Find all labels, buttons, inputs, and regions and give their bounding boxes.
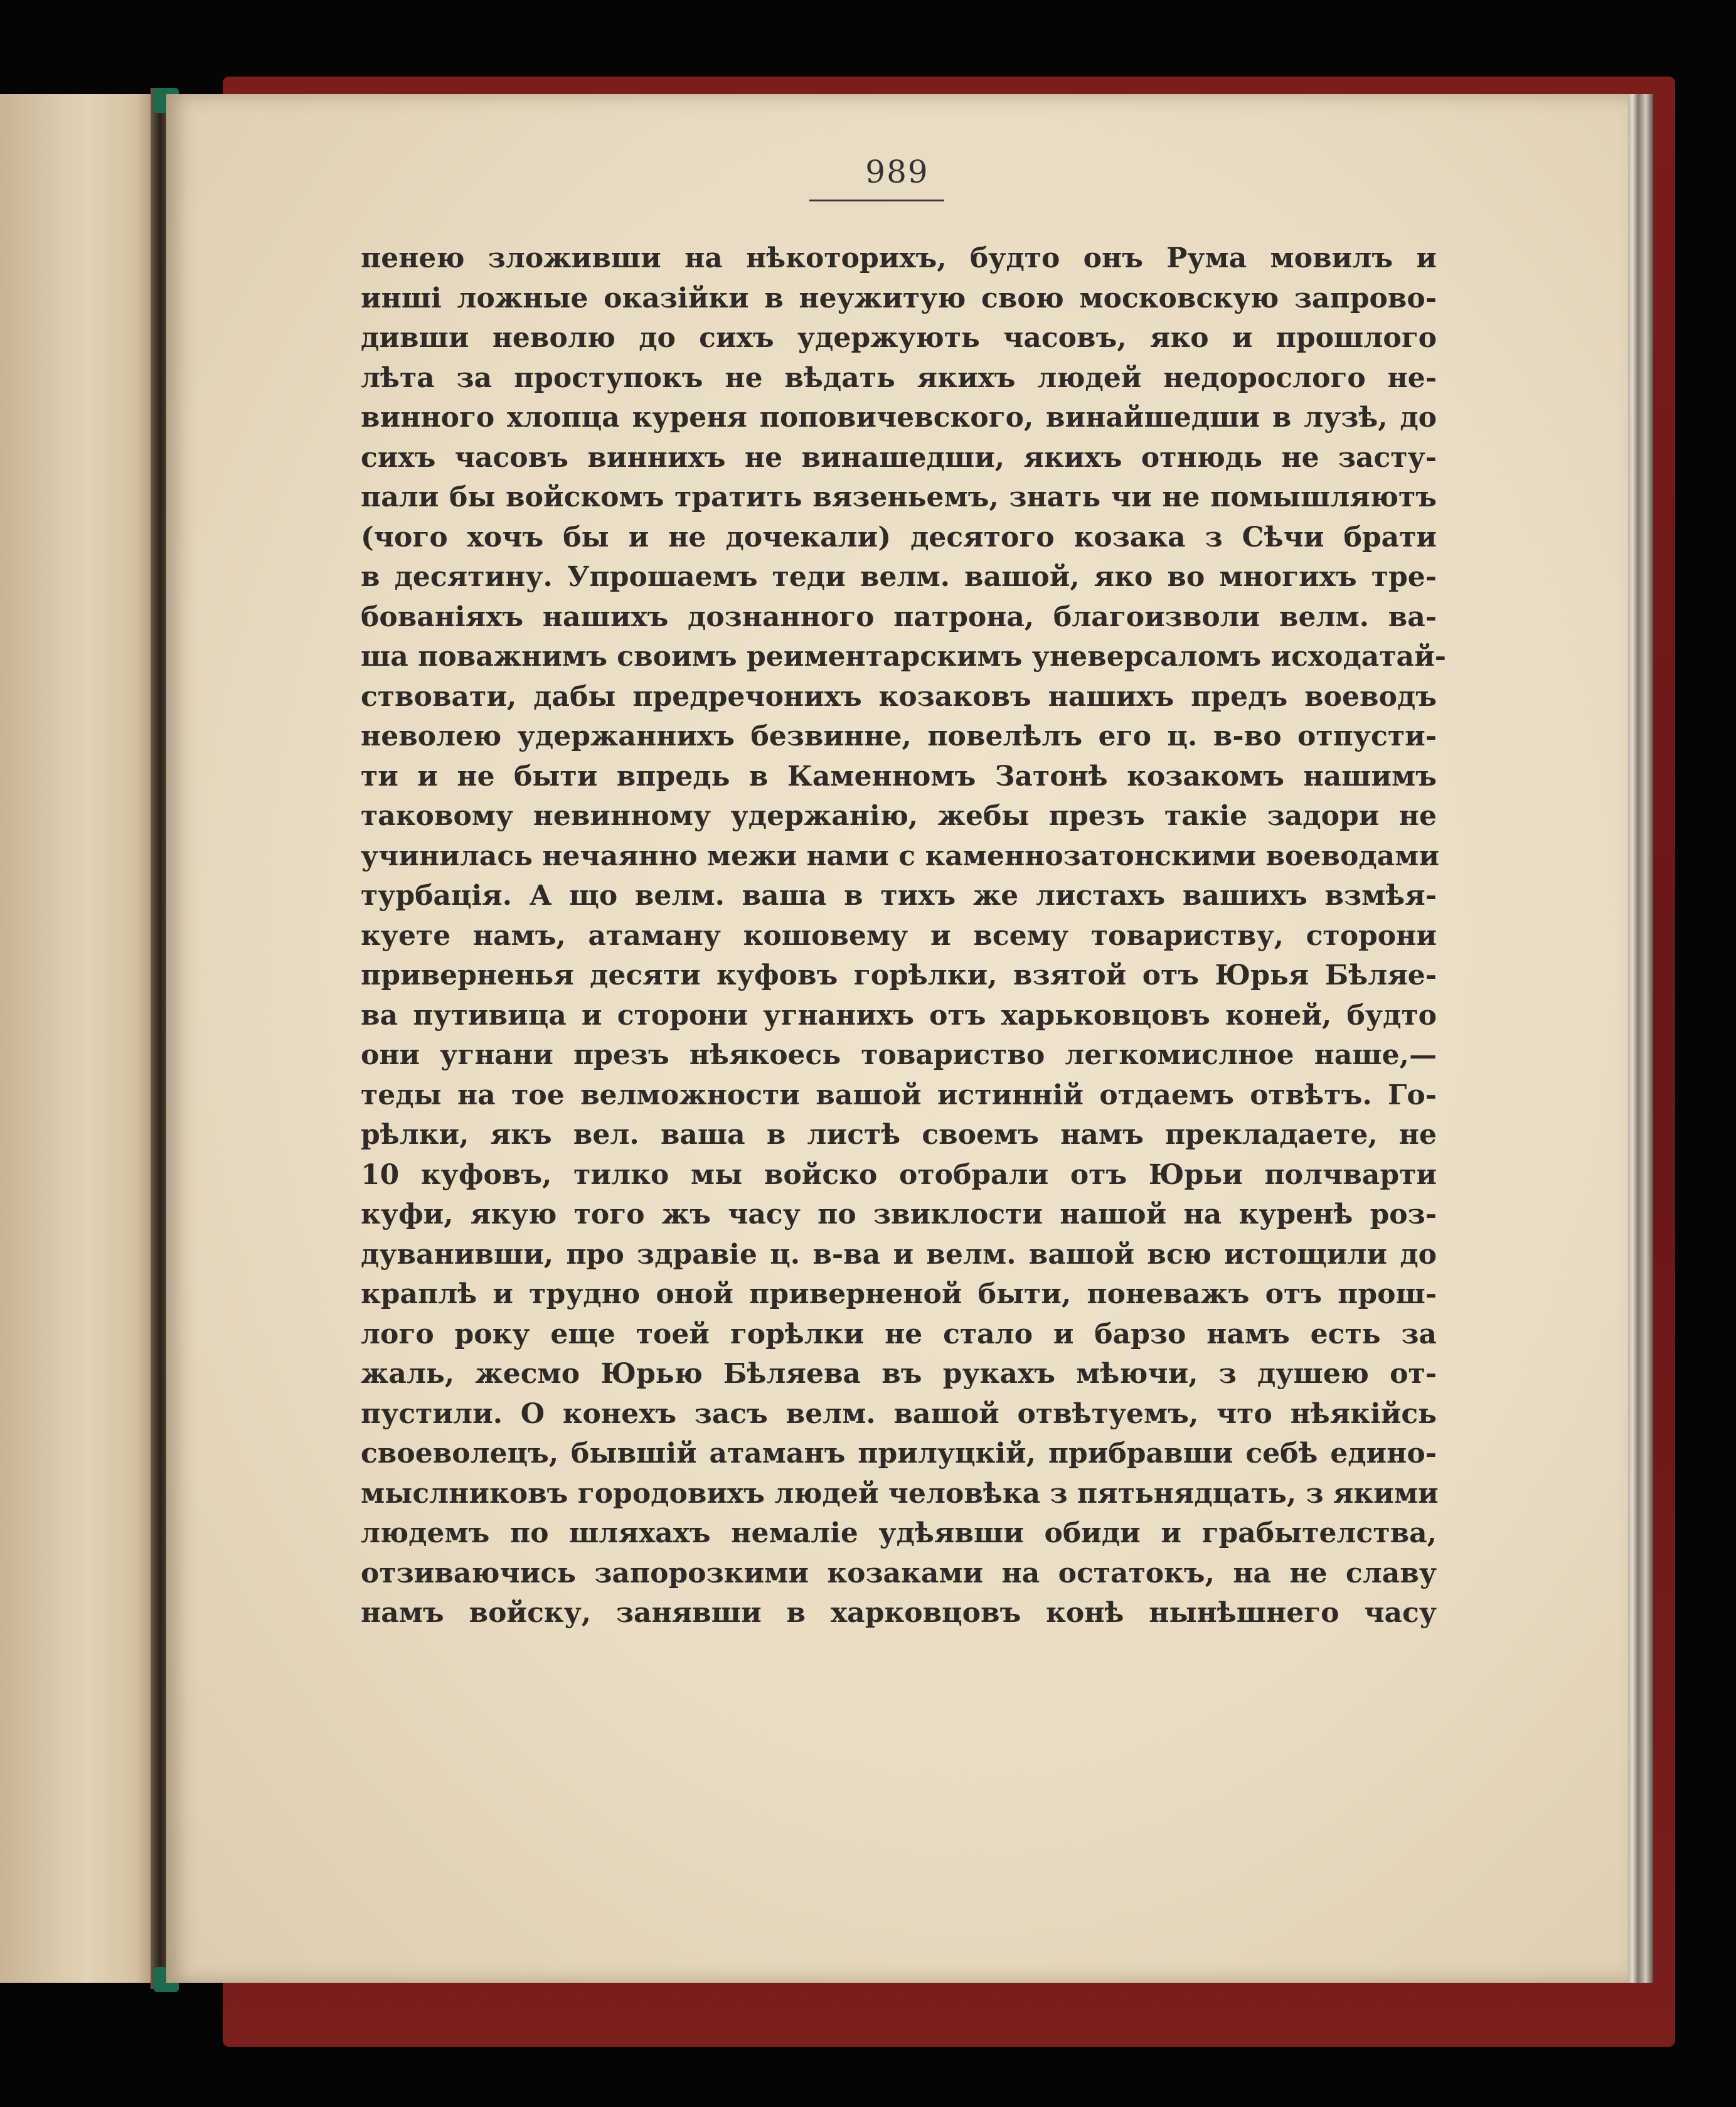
- text-line: винного хлопца куреня поповичевского, винайшедши в лузѣ, до: [361, 402, 1437, 434]
- text-line: 10 куфовъ, тилко мы войско отобрали отъ Юрьи полчварти: [361, 1158, 1437, 1191]
- text-line: пали бы войскомъ тратить вязеньемъ, знать чи не помышляютъ: [361, 481, 1437, 513]
- text-line: дивши неволю до сихъ удержують часовъ, яко и прошлого: [361, 322, 1437, 354]
- text-line: краплѣ и трудно оной приверненой быти, поневажъ отъ прош-: [361, 1278, 1437, 1310]
- text-line: сихъ часовъ виннихъ не винашедши, якихъ отнюдь не засту-: [361, 441, 1437, 474]
- text-line: куфи, якую того жъ часу по звиклости нашой на куренѣ роз-: [361, 1198, 1437, 1230]
- text-line: теды на тое велможности вашой истинній отдаемъ отвѣтъ. Го-: [361, 1079, 1437, 1111]
- text-line: людемъ по шляхахъ немаліе удѣявши обиди и грабытелства,: [361, 1517, 1437, 1549]
- text-line: таковому невинному удержанію, жебы презъ такіе задори не: [361, 800, 1437, 832]
- text-line: дуванивши, про здравіе ц. в-ва и велм. вашой всю истощили до: [361, 1238, 1437, 1271]
- text-line: инші ложные оказійки в неужитую свою московскую запрово-: [361, 282, 1437, 314]
- text-line: в десятину. Упрошаемъ теди велм. вашой, яко во многихъ тре-: [361, 561, 1437, 593]
- text-line: учинилась нечаянно межи нами с каменнозатонскими воеводами: [361, 840, 1440, 872]
- text-line: рѣлки, якъ вел. ваша в листѣ своемъ намъ прекладаете, не: [361, 1119, 1437, 1151]
- text-line: лѣта за проступокъ не вѣдать якихъ людей недорослого не-: [361, 361, 1437, 394]
- text-line: турбація. А що велм. ваша в тихъ же листахъ вашихъ взмѣя-: [361, 880, 1437, 912]
- header-rule: [809, 200, 944, 201]
- text-line: своеволецъ, бывшій атаманъ прилуцкій, прибравши себѣ едино-: [361, 1438, 1437, 1470]
- text-line: куете намъ, атаману кошовему и всему товариству, сторони: [361, 919, 1437, 952]
- text-line: бованіяхъ нашихъ дознанного патрона, благоизволи велм. ва-: [361, 600, 1437, 633]
- text-line: пенею зложивши на нѣкоторихъ, будто онъ Рума мовилъ и: [361, 242, 1437, 274]
- text-line: мыслниковъ городовихъ людей человѣка з пятьнядцать, з якими: [361, 1477, 1439, 1510]
- text-line: (чого хочъ бы и не дочекали) десятого козака з Сѣчи брати: [361, 521, 1437, 553]
- facing-page: [0, 94, 160, 1983]
- text-line: отзиваючись запорозкими козаками на остатокъ, на не славу: [361, 1557, 1437, 1589]
- text-line: ша поважнимъ своимъ реиментарскимъ уневерсаломъ исходатай-: [361, 641, 1446, 673]
- text-line: ти и не быти впредь в Каменномъ Затонѣ козакомъ нашимъ: [361, 760, 1437, 792]
- page-number: 989: [865, 154, 929, 190]
- page-body-text: [361, 238, 1446, 1633]
- text-line: лого року еще тоей горѣлки не стало и барзо намъ есть за: [361, 1318, 1437, 1350]
- text-line: жаль, жесмо Юрью Бѣляева въ рукахъ мѣючи, з душею от-: [361, 1358, 1437, 1390]
- text-line: неволею удержаннихъ безвинне, повелѣлъ его ц. в-во отпусти-: [361, 720, 1437, 752]
- text-line: они угнани презъ нѣякоесь товариство легкомислное наше,—: [361, 1039, 1437, 1071]
- text-line: намъ войску, занявши в харковцовъ конѣ нынѣшнего часу: [361, 1597, 1437, 1629]
- book-page: [166, 94, 1628, 1983]
- text-line: ва путивица и сторони угнанихъ отъ харьковцовъ коней, будто: [361, 999, 1437, 1032]
- text-line: пустили. О конехъ засъ велм. вашой отвѣтуемъ, что нѣякійсь: [361, 1397, 1437, 1430]
- text-line: приверненья десяти куфовъ горѣлки, взятой отъ Юрья Бѣляе-: [361, 959, 1437, 991]
- text-line: ствовати, дабы предречонихъ козаковъ нашихъ предъ воеводъ: [361, 680, 1437, 713]
